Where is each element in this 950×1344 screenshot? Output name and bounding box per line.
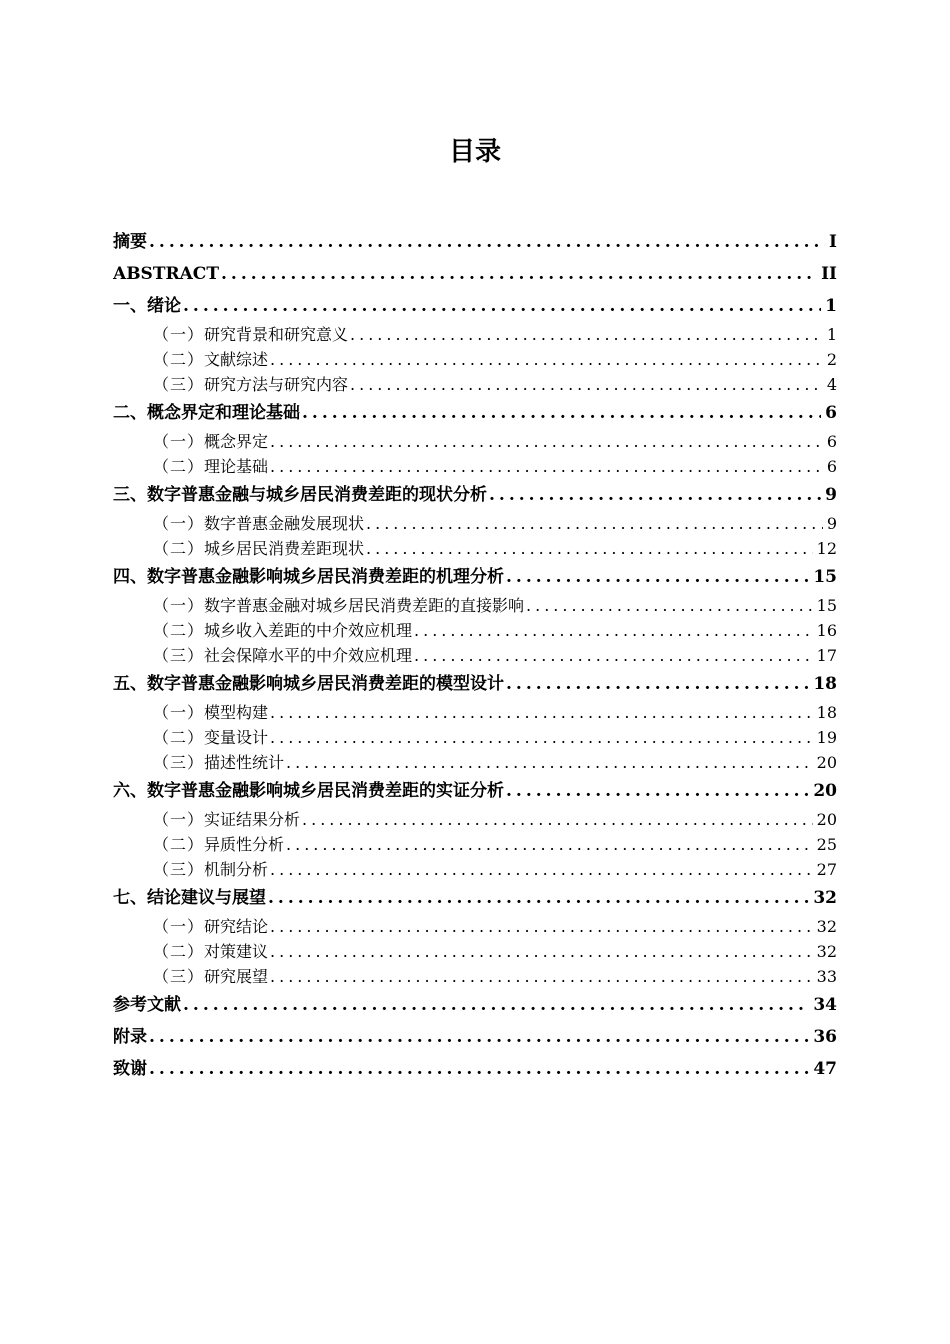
toc-section-entry[interactable] [113, 593, 837, 618]
toc-entry-page: 20 [816, 810, 837, 829]
toc-entry-page: 6 [826, 432, 837, 451]
toc-entry-title: ABSTRACT [113, 264, 219, 284]
toc-entry-page: 1 [825, 296, 837, 316]
toc-entry-number: （二） [153, 539, 205, 558]
toc-section-entry[interactable] [113, 857, 837, 882]
toc-section-entry[interactable] [113, 964, 837, 989]
toc-dot-leader [414, 618, 813, 643]
toc-dot-leader [302, 397, 821, 429]
toc-section-entry[interactable] [113, 914, 837, 939]
toc-dot-leader [270, 857, 813, 882]
toc-entry-page: 32 [816, 942, 837, 961]
toc-entry-page: 15 [816, 596, 837, 615]
toc-entry-number: 六、 [113, 781, 147, 801]
toc-chapter-entry[interactable] [113, 561, 837, 593]
toc-section-entry[interactable] [113, 725, 837, 750]
toc-entry-title: 社会保障水平的中介效应机理 [204, 646, 413, 665]
toc-entry-number: 五、 [113, 674, 147, 694]
toc-section-entry[interactable] [113, 750, 837, 775]
toc-entry-title: 研究方法与研究内容 [204, 375, 349, 394]
toc-entry-title: 研究结论 [204, 917, 269, 936]
toc-entry-page: 20 [816, 753, 837, 772]
toc-entry-title: 致谢 [113, 1059, 147, 1079]
toc-dot-leader [268, 882, 809, 914]
toc-entry-page: 6 [826, 457, 837, 476]
toc-dot-leader [270, 964, 813, 989]
toc-entry-number: （一） [153, 514, 205, 533]
toc-entry-title: 绪论 [147, 296, 181, 316]
toc-entry-page: 17 [816, 646, 837, 665]
toc-section-entry[interactable] [113, 807, 837, 832]
toc-entry-page: 32 [816, 917, 837, 936]
toc-entry-number: （三） [153, 967, 205, 986]
toc-section-entry[interactable] [113, 372, 837, 397]
toc-entry-title: 数字普惠金融对城乡居民消费差距的直接影响 [204, 596, 525, 615]
toc-section-entry[interactable] [113, 700, 837, 725]
toc-entry-number: （二） [153, 728, 205, 747]
toc-entry-page: 1 [826, 325, 837, 344]
table-of-contents [113, 226, 837, 1085]
toc-dot-leader [221, 258, 817, 290]
toc-entry-title: 城乡居民消费差距现状 [204, 539, 365, 558]
toc-entry-title: 变量设计 [204, 728, 269, 747]
toc-entry-title: 机制分析 [204, 860, 269, 879]
toc-entry-page: 12 [816, 539, 837, 558]
toc-chapter-entry[interactable] [113, 226, 837, 258]
toc-dot-leader [489, 479, 821, 511]
toc-entry-title: 描述性统计 [204, 753, 285, 772]
toc-chapter-entry[interactable] [113, 397, 837, 429]
toc-entry-title: 概念界定和理论基础 [147, 403, 300, 423]
toc-entry-page: 16 [816, 621, 837, 640]
toc-chapter-entry[interactable] [113, 882, 837, 914]
toc-entry-title: 模型构建 [204, 703, 269, 722]
toc-entry-number: 四、 [113, 567, 147, 587]
toc-dot-leader [506, 561, 809, 593]
toc-dot-leader [366, 511, 823, 536]
toc-entry-number: （一） [153, 325, 205, 344]
toc-entry-page: 47 [813, 1059, 837, 1079]
toc-dot-leader [286, 832, 813, 857]
toc-entry-number: （三） [153, 860, 205, 879]
toc-entry-page: 6 [825, 403, 837, 423]
toc-entry-number: 三、 [113, 485, 147, 505]
toc-entry-title: 数字普惠金融与城乡居民消费差距的现状分析 [147, 485, 487, 505]
toc-section-entry[interactable] [113, 832, 837, 857]
toc-dot-leader [149, 1021, 809, 1053]
toc-section-entry[interactable] [113, 429, 837, 454]
toc-entry-number: （三） [153, 646, 205, 665]
toc-entry-title: 实证结果分析 [204, 810, 301, 829]
toc-entry-title: 城乡收入差距的中介效应机理 [204, 621, 413, 640]
toc-entry-number: （三） [153, 753, 205, 772]
toc-dot-leader [149, 226, 825, 258]
toc-entry-page: 25 [816, 835, 837, 854]
toc-entry-title: 数字普惠金融影响城乡居民消费差距的机理分析 [147, 567, 504, 587]
toc-entry-page: II [821, 264, 837, 284]
toc-dot-leader [506, 668, 809, 700]
toc-entry-page: 34 [813, 995, 837, 1015]
toc-chapter-entry[interactable] [113, 479, 837, 511]
toc-section-entry[interactable] [113, 939, 837, 964]
toc-chapter-entry[interactable] [113, 1021, 837, 1053]
toc-entry-title: 摘要 [113, 232, 147, 252]
toc-entry-title: 研究展望 [204, 967, 269, 986]
toc-dot-leader [414, 643, 813, 668]
toc-entry-page: 20 [813, 781, 837, 801]
toc-entry-page: 4 [826, 375, 837, 394]
toc-section-entry[interactable] [113, 322, 837, 347]
toc-entry-title: 研究背景和研究意义 [204, 325, 349, 344]
toc-dot-leader [183, 989, 809, 1021]
toc-entry-number: （二） [153, 621, 205, 640]
toc-entry-title: 数字普惠金融发展现状 [204, 514, 365, 533]
toc-entry-number: 一、 [113, 296, 147, 316]
toc-dot-leader [270, 725, 813, 750]
toc-dot-leader [350, 322, 823, 347]
toc-entry-number: （二） [153, 457, 205, 476]
toc-dot-leader [183, 290, 821, 322]
toc-entry-title: 结论建议与展望 [147, 888, 266, 908]
toc-section-entry[interactable] [113, 347, 837, 372]
toc-entry-number: 二、 [113, 403, 147, 423]
toc-entry-page: 2 [826, 350, 837, 369]
toc-dot-leader [506, 775, 809, 807]
toc-entry-number: 七、 [113, 888, 147, 908]
toc-entry-title: 文献综述 [204, 350, 269, 369]
toc-entry-page: 36 [813, 1027, 837, 1047]
toc-chapter-entry[interactable] [113, 290, 837, 322]
toc-entry-number: （二） [153, 350, 205, 369]
toc-entry-number: （一） [153, 596, 205, 615]
toc-entry-page: I [829, 232, 837, 252]
toc-section-entry[interactable] [113, 511, 837, 536]
toc-entry-title: 参考文献 [113, 995, 181, 1015]
toc-dot-leader [270, 700, 813, 725]
toc-dot-leader [270, 914, 813, 939]
toc-entry-number: （一） [153, 432, 205, 451]
toc-entry-page: 15 [813, 567, 837, 587]
toc-dot-leader [526, 593, 813, 618]
toc-entry-page: 9 [825, 485, 837, 505]
toc-entry-title: 数字普惠金融影响城乡居民消费差距的模型设计 [147, 674, 504, 694]
toc-entry-title: 对策建议 [204, 942, 269, 961]
toc-dot-leader [366, 536, 813, 561]
toc-dot-leader [149, 1053, 809, 1085]
toc-dot-leader [270, 939, 813, 964]
toc-entry-page: 32 [813, 888, 837, 908]
toc-section-entry[interactable] [113, 618, 837, 643]
toc-chapter-entry[interactable] [113, 1053, 837, 1085]
toc-dot-leader [270, 429, 823, 454]
toc-entry-title: 数字普惠金融影响城乡居民消费差距的实证分析 [147, 781, 504, 801]
toc-dot-leader [302, 807, 813, 832]
toc-chapter-entry[interactable] [113, 258, 837, 290]
toc-chapter-entry[interactable] [113, 668, 837, 700]
toc-section-entry[interactable] [113, 454, 837, 479]
toc-entry-title: 附录 [113, 1027, 147, 1047]
toc-chapter-entry[interactable] [113, 989, 837, 1021]
toc-entry-title: 概念界定 [204, 432, 269, 451]
toc-chapter-entry[interactable] [113, 775, 837, 807]
toc-entry-number: （二） [153, 942, 205, 961]
toc-dot-leader [286, 750, 813, 775]
toc-entry-page: 9 [826, 514, 837, 533]
toc-dot-leader [270, 347, 823, 372]
toc-entry-title: 理论基础 [204, 457, 269, 476]
toc-section-entry[interactable] [113, 536, 837, 561]
toc-entry-page: 18 [816, 703, 837, 722]
toc-section-entry[interactable] [113, 643, 837, 668]
toc-entry-number: （一） [153, 917, 205, 936]
toc-entry-page: 33 [816, 967, 837, 986]
toc-dot-leader [270, 454, 823, 479]
page-title: 目录 [448, 137, 501, 167]
toc-entry-page: 18 [813, 674, 837, 694]
toc-entry-page: 27 [816, 860, 837, 879]
toc-entry-page: 19 [816, 728, 837, 747]
toc-entry-number: （二） [153, 835, 205, 854]
toc-entry-number: （一） [153, 703, 205, 722]
toc-entry-number: （三） [153, 375, 205, 394]
toc-entry-number: （一） [153, 810, 205, 829]
toc-dot-leader [350, 372, 823, 397]
toc-entry-title: 异质性分析 [204, 835, 285, 854]
